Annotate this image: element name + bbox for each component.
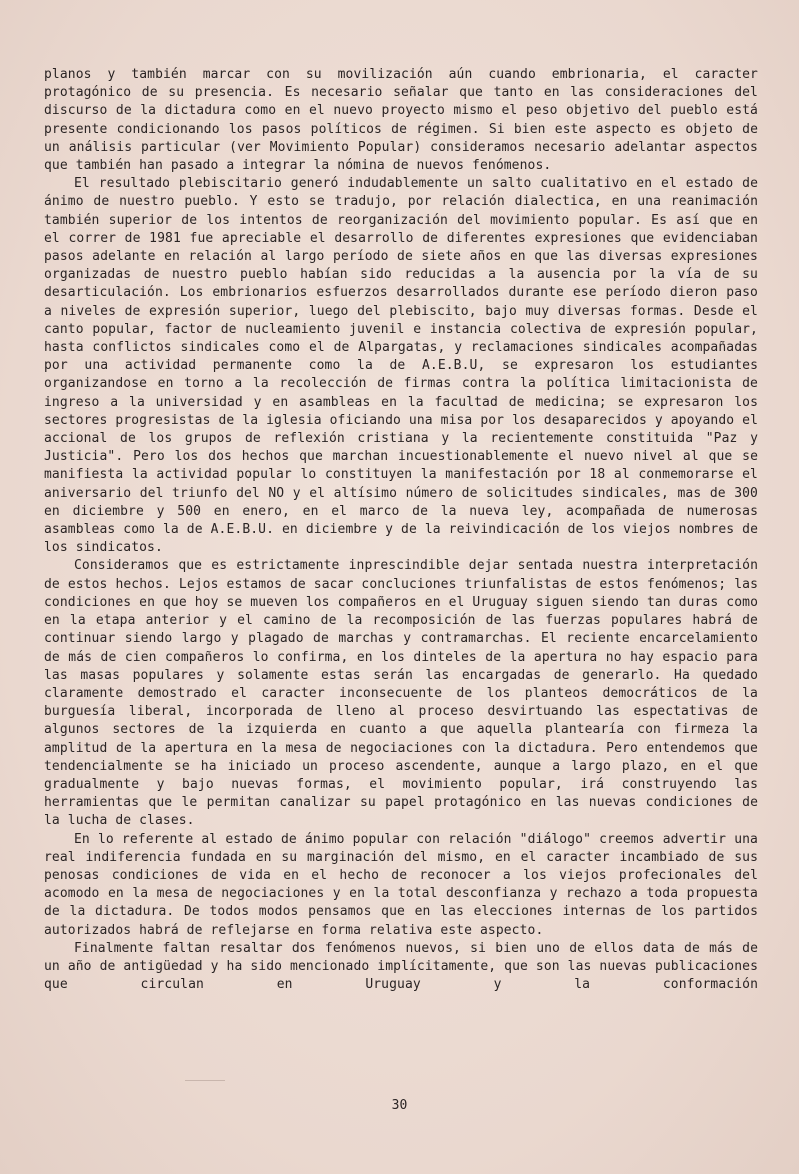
paragraph-1: planos y también marcar con su movilización aún cuando embrionaria, el caracter protagónico de su presencia. Es necesario señalar que tanto en las consideraciones del discurso de la dictadura como en el nuevo proyecto mismo el peso objetivo del pueblo está presente condicionando los pasos políticos de régimen. Si bien este aspecto es objeto de un análisis particular (ver Movimiento Popular) consideramos necesario adelantar aspectos que también han pasado a integrar la nómina de nuevos fenómenos. <box>44 67 758 174</box>
paragraph-5: Finalmente faltan resaltar dos fenómenos nuevos, si bien uno de ellos data de más de un año de antigüedad y ha sido mencionado implícitamente, que son las nuevas publicaciones que circulan en Uruguay y la conformación <box>44 940 758 993</box>
paragraph-3: Consideramos que es estrictamente inprescindible dejar sentada nuestra interpretación de estos hechos. Lejos estamos de sacar concluciones triunfalistas de estos fenómenos; las condiciones en que hoy se mueven los compañeros en el Uruguay siguen siendo tan duras como en la etapa anterior y el camino de la recomposición de las fuerzas populares habrá de continuar siendo largo y plagado de marchas y contramarchas. El reciente encarcelamiento de más de cien compañeros lo confirma, en los dinteles de la apertura no hay espacio para las masas populares y solamente estas serán las encargadas de generarlo. Ha quedado claramente demostrado el caracter inconsecuente de los planteos democráticos de la burguesía liberal, incorporada de lleno al proceso desvirtuando las espectativas de algunos sectores de la izquierda en cuanto a que aquella plantearía con firmeza la amplitud de la apertura en la mesa de negociaciones con la dictadura. Pero entendemos que tendencialmente se ha iniciado un proceso ascendente, aunque a largo plazo, en el que gradualmente y bajo nuevas formas, el movimiento popular, irá construyendo las herramientas que le permitan canalizar su papel protagónico en las nuevas condiciones de la lucha de clases. <box>44 558 758 829</box>
paragraph-2: El resultado plebiscitario generó indudablemente un salto cualitativo en el estado de ánimo de nuestro pueblo. Y esto se tradujo, por relación dialectica, en una reanimación también superior de los intentos de reorganización del movimiento popular. Es así que en el correr de 1981 fue apreciable el desarrollo de diferentes expresiones que evidenciaban pasos adelante en relación al largo período de siete años en que las diversas expresiones organizadas de nuestro pueblo habían sido reducidas a la ausencia por la vía de su desarticulación. Los embrionarios esfuerzos desarrollados durante ese período dieron paso a niveles de expresión superior, luego del plebiscito, bajo muy diversas formas. Desde el canto popular, factor de nucleamiento juvenil e instancia colectiva de expresión popular, hasta conflictos sindicales como el de Alpargatas, y reclamaciones sindicales acompañadas por una actividad permanente como la de A.E.B.U, se expresaron los estudiantes organizandose en torno a la recolección de firmas contra la política limitacionista de ingreso a la universidad y en asambleas en la facultad de medicina; se expresaron los sectores progresistas de la iglesia oficiando una misa por los desaparecidos y apoyando el accional de los grupos de reflexión cristiana y la recientemente constituida "Paz y Justicia". Pero los dos hechos que marchan incuestionablemente el nuevo nivel al que se manifiesta la actividad popular lo constituyen la manifestación por 18 al conmemorarse el aniversario del triunfo del NO y el altísimo número de solicitudes sindicales, mas de 300 en diciembre y 500 en enero, en el marco de la nueva ley, acompañada de numerosas asambleas como la de A.E.B.U. en diciembre y de la reivindicación de los viejos nombres de los sindicatos. <box>44 176 758 556</box>
paragraph-4: En lo referente al estado de ánimo popular con relación "diálogo" creemos advertir una real indiferencia fundada en su marginación del mismo, en el caracter incambiado de sus penosas condiciones de vida en el hecho de reconocer a los viejos profecionales del acomodo en la mesa de negociaciones y en la total desconfianza y rechazo a toda propuesta de la dictadura. De todos modos pensamos que en las elecciones internas de los partidos autorizados habrá de reflejarse en forma relativa este aspecto. <box>44 831 758 938</box>
body-text <box>44 66 758 994</box>
footer-rule <box>185 1080 225 1081</box>
page-number: 30 <box>391 1098 408 1113</box>
